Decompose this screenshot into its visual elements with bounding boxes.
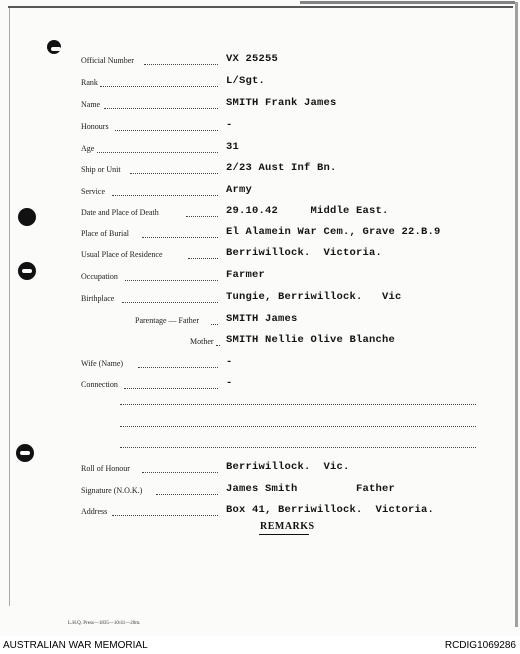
dotted-leader — [115, 130, 218, 131]
field-date-place-of-death — [0, 204, 520, 220]
field-value: 29.10.42 Middle East. — [226, 205, 389, 217]
dotted-leader — [188, 258, 218, 259]
field-value: Box 41, Berriwillock. Victoria. — [226, 504, 435, 516]
field-label: Signature (N.O.K.) — [81, 486, 143, 495]
field-wife — [0, 355, 520, 371]
field-value: Army — [226, 184, 253, 196]
field-label: Address — [81, 507, 108, 516]
field-place-of-burial — [0, 225, 520, 241]
field-value: SMITH Nellie Olive Blanche — [226, 334, 396, 346]
dotted-leader — [216, 345, 220, 346]
field-value: SMITH James — [226, 313, 298, 325]
field-usual-residence — [0, 246, 520, 262]
field-label: Wife (Name) — [81, 359, 124, 368]
blank-line — [120, 404, 476, 405]
blank-line — [120, 447, 476, 448]
dotted-leader — [130, 173, 218, 174]
field-value: 2/23 Aust Inf Bn. — [226, 162, 337, 174]
dotted-leader — [125, 280, 218, 281]
field-label: Mother — [190, 337, 214, 346]
footer-record-id: RCDIG1069286 — [444, 640, 516, 651]
field-label: Ship or Unit — [81, 165, 121, 174]
field-value: 31 — [226, 141, 240, 153]
dotted-leader — [211, 324, 218, 325]
field-label: Honours — [81, 122, 109, 131]
dotted-leader — [156, 494, 218, 495]
field-value: - — [226, 356, 233, 368]
field-honours — [0, 118, 520, 134]
field-name — [0, 96, 520, 112]
dotted-leader — [124, 388, 218, 389]
field-value: SMITH Frank James — [226, 97, 337, 109]
field-roll-of-honour — [0, 460, 520, 476]
footer-source: AUSTRALIAN WAR MEMORIAL — [3, 640, 148, 651]
dotted-leader — [144, 64, 218, 65]
scan-edge-top — [300, 1, 515, 4]
dotted-leader — [104, 108, 218, 109]
field-value: L/Sgt. — [226, 75, 266, 87]
dotted-leader — [142, 472, 218, 473]
field-value: James Smith Father — [226, 483, 396, 495]
field-label: Date and Place of Death — [81, 208, 159, 217]
dotted-leader — [122, 302, 218, 303]
field-value: El Alamein War Cem., Grave 22.B.9 — [226, 226, 441, 238]
field-mother — [0, 333, 520, 349]
field-label: Birthplace — [81, 294, 115, 303]
dotted-leader — [100, 86, 218, 87]
dotted-leader — [112, 195, 218, 196]
field-connection — [0, 376, 520, 392]
top-rule — [8, 6, 513, 8]
field-label: Rank — [81, 78, 98, 87]
field-value: Farmer — [226, 269, 266, 281]
blank-line — [120, 426, 476, 427]
remarks-heading: REMARKS — [260, 521, 315, 532]
field-ship-or-unit — [0, 161, 520, 177]
printer-imprint: L.H.Q. Press—1835—10/41—20m. — [68, 621, 141, 626]
field-address — [0, 503, 520, 519]
field-value: Tungie, Berriwillock. Vic — [226, 291, 402, 303]
field-official-number — [0, 52, 520, 68]
dotted-leader — [138, 367, 218, 368]
remarks-underline — [259, 534, 309, 535]
field-label: Connection — [81, 380, 118, 389]
field-label: Official Number — [81, 56, 134, 65]
field-rank — [0, 74, 520, 90]
dotted-leader — [97, 152, 218, 153]
field-value: - — [226, 377, 233, 389]
field-value: - — [226, 119, 233, 131]
dotted-leader — [112, 515, 218, 516]
field-birthplace — [0, 290, 520, 306]
field-label: Occupation — [81, 272, 118, 281]
field-label: Service — [81, 187, 105, 196]
field-label: Place of Burial — [81, 229, 129, 238]
field-label: Name — [81, 100, 101, 109]
field-label: Usual Place of Residence — [81, 250, 163, 259]
field-parentage-father — [0, 312, 520, 328]
dotted-leader — [186, 216, 218, 217]
field-service — [0, 183, 520, 199]
field-label: Roll of Honour — [81, 464, 130, 473]
field-occupation — [0, 268, 520, 284]
field-value: VX 25255 — [226, 53, 279, 65]
dotted-leader — [142, 237, 218, 238]
field-value: Berriwillock. Victoria. — [226, 247, 383, 259]
field-label: Parentage — Father — [135, 316, 199, 325]
field-value: Berriwillock. Vic. — [226, 461, 350, 473]
field-label: Age — [81, 144, 95, 153]
field-signature-nok — [0, 482, 520, 498]
field-age — [0, 140, 520, 156]
